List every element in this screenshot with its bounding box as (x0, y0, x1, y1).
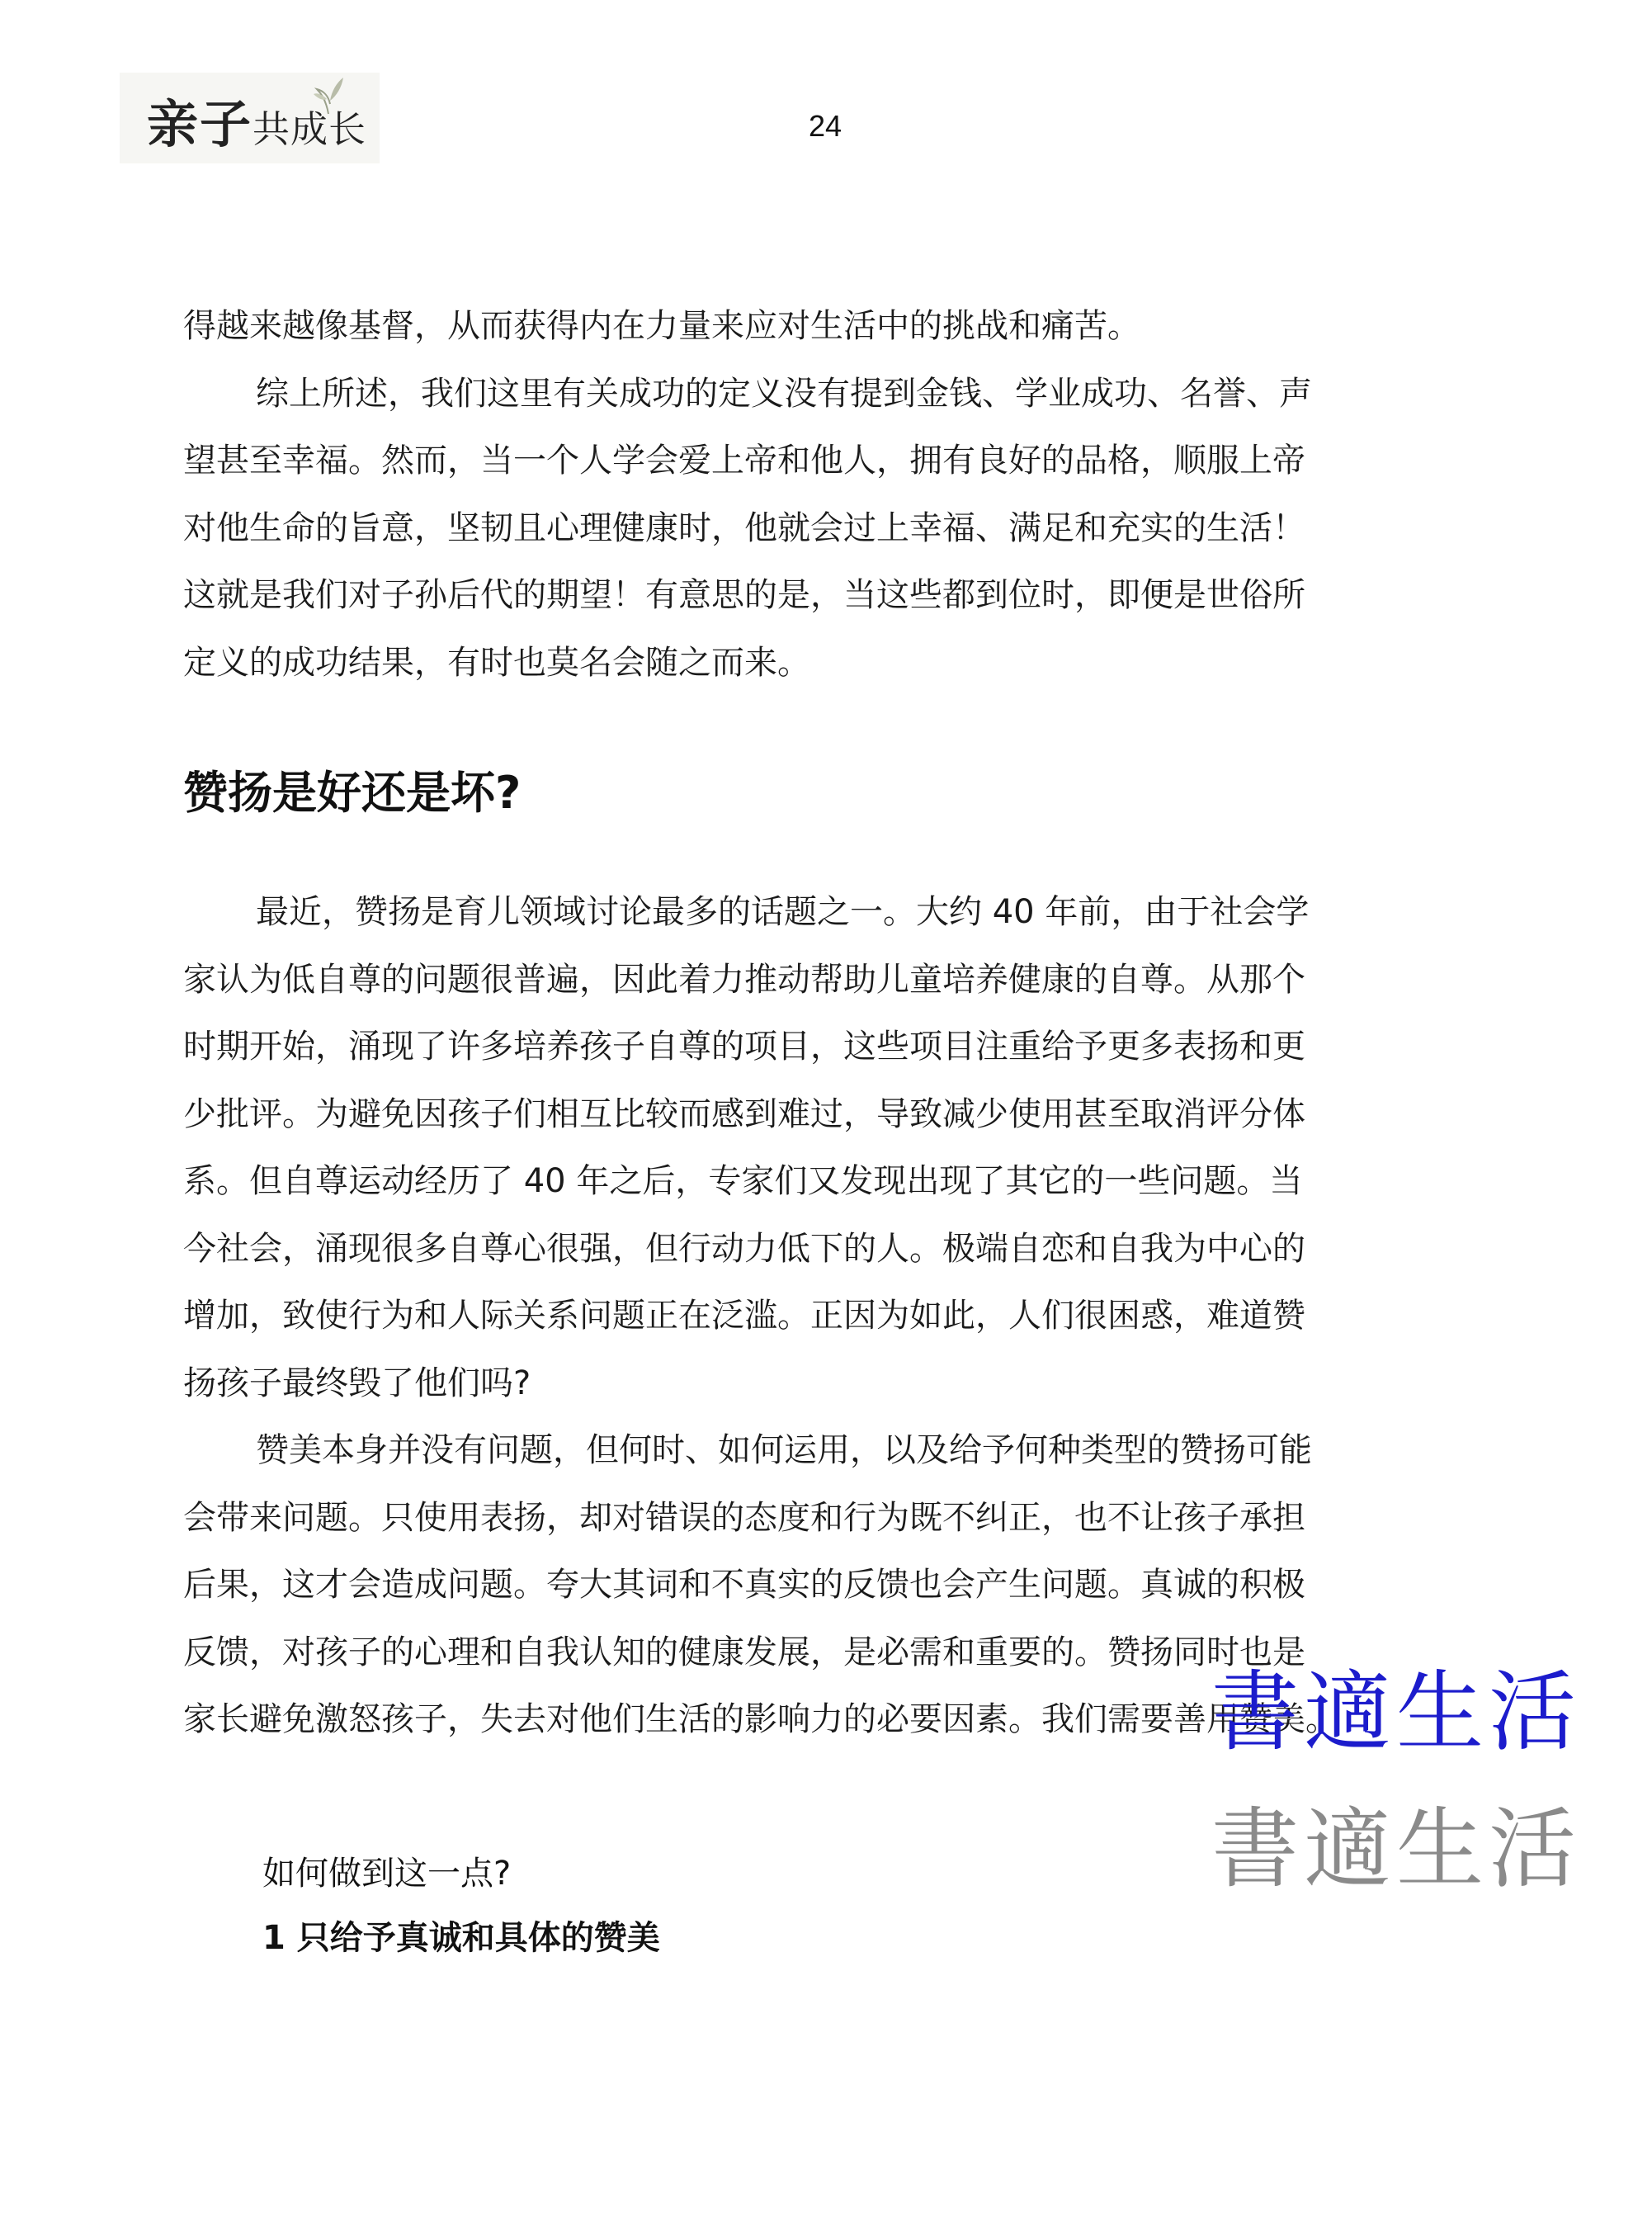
text-line: 今社会，涌现很多自尊心很强，但行动力低下的人。极端自恋和自我为中心的 (183, 1229, 1305, 1268)
text-line: 综上所述，我们这里有关成功的定义没有提到金钱、学业成功、名誉、声 (256, 374, 1312, 413)
logo-title-small: 共成长 (253, 107, 367, 151)
text-line: 扬孩子最终毁了他们吗? (183, 1364, 531, 1402)
text-line: 反馈，对孩子的心理和自我认知的健康发展，是必需和重要的。赞扬同时也是 (183, 1633, 1305, 1671)
text-line: 家长避免激怒孩子，失去对他们生活的影响力的必要因素。我们需要善用赞美。 (183, 1700, 1338, 1738)
text-line: 这就是我们对子孙后代的期望！有意思的是，当这些都到位时，即便是世俗所 (183, 576, 1305, 614)
text-line: 最近，赞扬是育儿领域讨论最多的话题之一。大约 40 年前，由于社会学 (256, 893, 1310, 931)
leaf-icon (312, 76, 345, 116)
text-line: 定义的成功结果，有时也莫名会随之而来。 (183, 643, 810, 682)
text-line: 得越来越像基督，从而获得内在力量来应对生活中的挑战和痛苦。 (183, 307, 1140, 345)
watermark-grey: 書適生活 (1211, 1799, 1581, 1900)
text-line: 少批评。为避免因孩子们相互比较而感到难过，导致减少使用甚至取消评分体 (183, 1094, 1305, 1133)
section-heading: 赞扬是好还是坏? (183, 767, 522, 819)
text-line: 增加，致使行为和人际关系问题正在泛滥。正因为如此，人们很困惑，难道赞 (183, 1297, 1305, 1335)
subheading: 如何做到这一点? (262, 1855, 512, 1893)
list-item: 1 只给予真诚和具体的赞美 (262, 1919, 660, 1957)
text-line: 对他生命的旨意，坚韧且心理健康时，他就会过上幸福、满足和充实的生活！ (183, 508, 1305, 547)
text-line: 赞美本身并没有问题，但何时、如何运用，以及给予何种类型的赞扬可能 (256, 1431, 1312, 1469)
page-number: 24 (809, 109, 843, 143)
watermark-blue: 書適生活 (1211, 1661, 1581, 1763)
text-line: 后果，这才会造成问题。夸大其词和不真实的反馈也会产生问题。真诚的积极 (183, 1566, 1305, 1604)
intro-text (183, 293, 1447, 697)
text-line: 家认为低自尊的问题很普遍，因此着力推动帮助儿童培养健康的自尊。从那个 (183, 960, 1305, 999)
text-line: 系。但自尊运动经历了 40 年之后，专家们又发现出现了其它的一些问题。当 (183, 1162, 1303, 1200)
logo-title-large: 亲子 (147, 94, 253, 154)
section-paragraph-1 (183, 879, 1447, 1417)
text-line: 时期开始，涌现了许多培养孩子自尊的项目，这些项目注重给予更多表扬和更 (183, 1028, 1305, 1066)
text-line: 会带来问题。只使用表扬，却对错误的态度和行为既不纠正，也不让孩子承担 (183, 1498, 1305, 1537)
text-line: 望甚至幸福。然而，当一个人学会爱上帝和他人，拥有良好的品格，顺服上帝 (183, 442, 1305, 480)
